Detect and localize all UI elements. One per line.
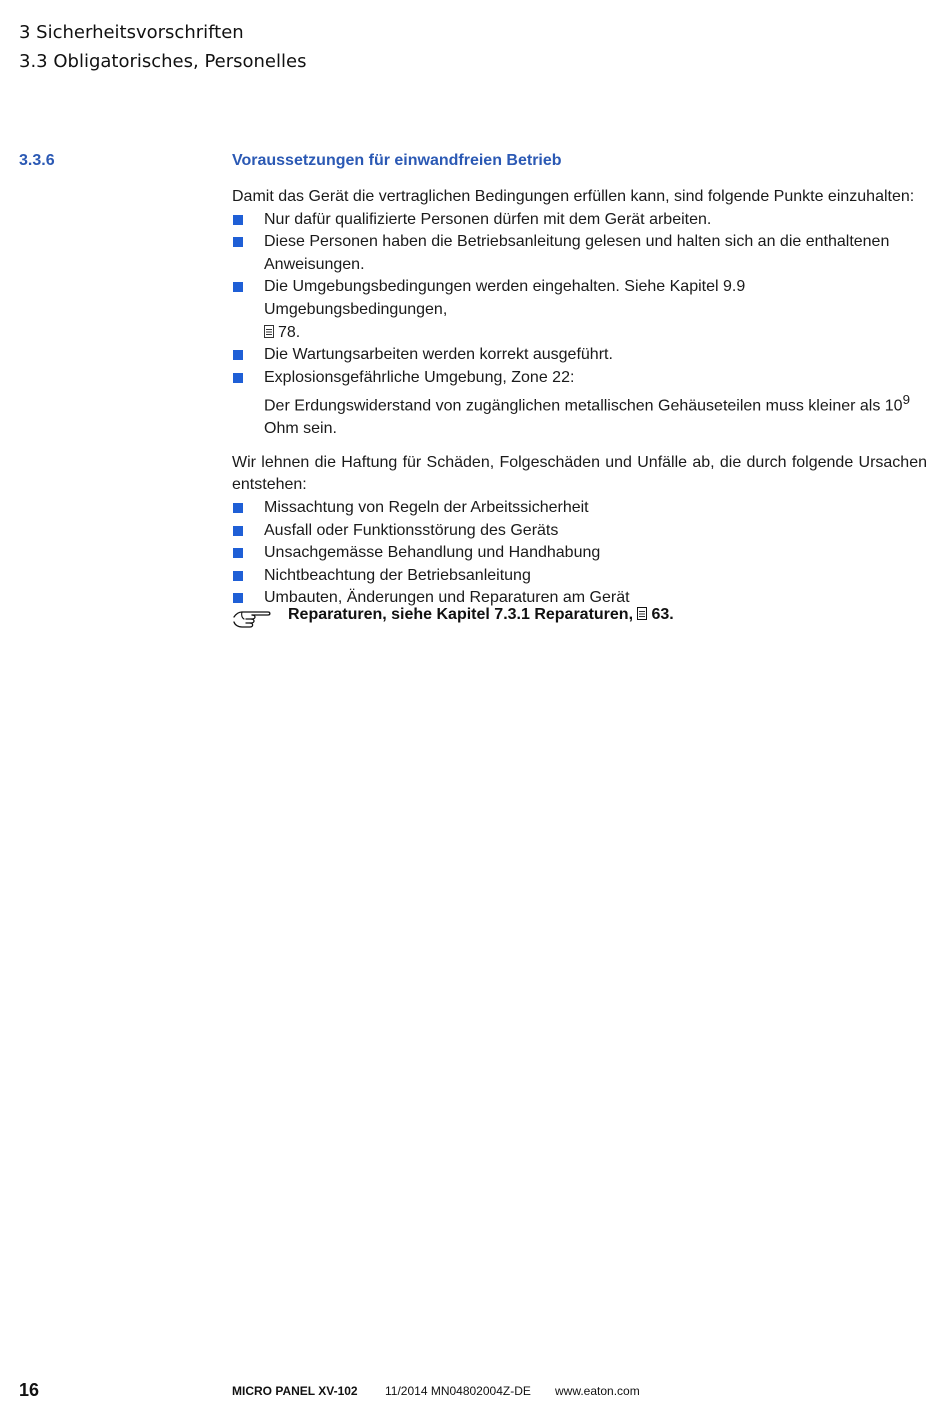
section-body: [232, 186, 927, 610]
list-item-text: Missachtung von Regeln der Arbeitssicherheit: [264, 499, 589, 517]
square-bullet-icon: [233, 548, 243, 558]
document-page-icon: [264, 325, 274, 338]
square-bullet-icon: [233, 593, 243, 603]
intro-paragraph: Damit das Gerät die vertraglichen Bedingungen erfüllen kann, sind folgende Punkte einzuhalten:: [232, 188, 915, 205]
list-item-text: Nur dafür qualifizierte Personen dürfen mit dem Gerät arbeiten.: [264, 210, 712, 228]
list-item: [232, 344, 927, 367]
square-bullet-icon: [233, 282, 243, 292]
list-item: [232, 209, 927, 232]
list-item-text: Die Umgebungsbedingungen werden eingehalten. Siehe Kapitel 9.9 Umgebungsbedingungen,: [264, 278, 746, 318]
list-item: [232, 276, 927, 344]
square-bullet-icon: [233, 503, 243, 513]
list-item: [232, 520, 927, 543]
causes-list: [232, 497, 927, 610]
list-item-text: Nichtbeachtung der Betriebsanleitung: [264, 566, 531, 584]
list-item-text: Ohm sein.: [264, 420, 337, 438]
square-bullet-icon: [233, 373, 243, 383]
note-link[interactable]: Reparaturen, siehe Kapitel 7.3.1 Reparaturen,: [288, 606, 634, 623]
note-text: [288, 604, 674, 626]
list-item-text: Explosionsgefährliche Umgebung, Zone 22:: [264, 368, 575, 386]
page-number: 16: [19, 1380, 40, 1400]
list-item: [232, 231, 927, 276]
website-link[interactable]: www.eaton.com: [555, 1384, 640, 1398]
section-heading: 3.3 Obligatorisches, Personelles: [19, 51, 307, 72]
pointing-hand-icon: [232, 606, 272, 630]
liability-paragraph: Wir lehnen die Haftung für Schäden, Folgeschäden und Unfälle ab, die durch folgende Ursachen entstehen:: [232, 453, 927, 494]
document-page-icon: [637, 607, 647, 620]
product-name: MICRO PANEL XV-102: [232, 1384, 358, 1398]
chapter-heading: 3 Sicherheitsvorschriften: [19, 22, 244, 43]
list-item-text: Unsachgemässe Behandlung und Handhabung: [264, 544, 601, 562]
square-bullet-icon: [233, 526, 243, 536]
list-item: [232, 367, 927, 441]
page-reference[interactable]: 78.: [278, 323, 301, 341]
list-item-text: Die Wartungsarbeiten werden korrekt ausgeführt.: [264, 346, 613, 364]
list-item: [232, 497, 927, 520]
list-item-text: Umbauten, Änderungen und Reparaturen am Gerät: [264, 589, 630, 607]
running-header: [19, 18, 306, 76]
exponent: 9: [902, 392, 910, 408]
list-item-text: Der Erdungswiderstand von zugänglichen metallischen Gehäuseteilen muss kleiner als 10: [264, 397, 903, 415]
requirements-list: [232, 209, 927, 441]
square-bullet-icon: [233, 571, 243, 581]
document-info: 11/2014 MN04802004Z-DE: [385, 1384, 531, 1398]
section-number: 3.3.6: [19, 152, 55, 169]
square-bullet-icon: [233, 237, 243, 247]
list-item: [232, 542, 927, 565]
list-item: [232, 565, 927, 588]
note-callout: [232, 604, 932, 630]
list-item-text: Ausfall oder Funktionsstörung des Geräts: [264, 521, 559, 539]
square-bullet-icon: [233, 350, 243, 360]
square-bullet-icon: [233, 215, 243, 225]
note-page-reference[interactable]: 63.: [651, 606, 674, 623]
list-item-text: Diese Personen haben die Betriebsanleitung gelesen und halten sich an die enthaltenen Anweisungen.: [264, 233, 890, 273]
page-footer: [0, 1380, 950, 1402]
section-title: Voraussetzungen für einwandfreien Betrieb: [232, 152, 562, 169]
